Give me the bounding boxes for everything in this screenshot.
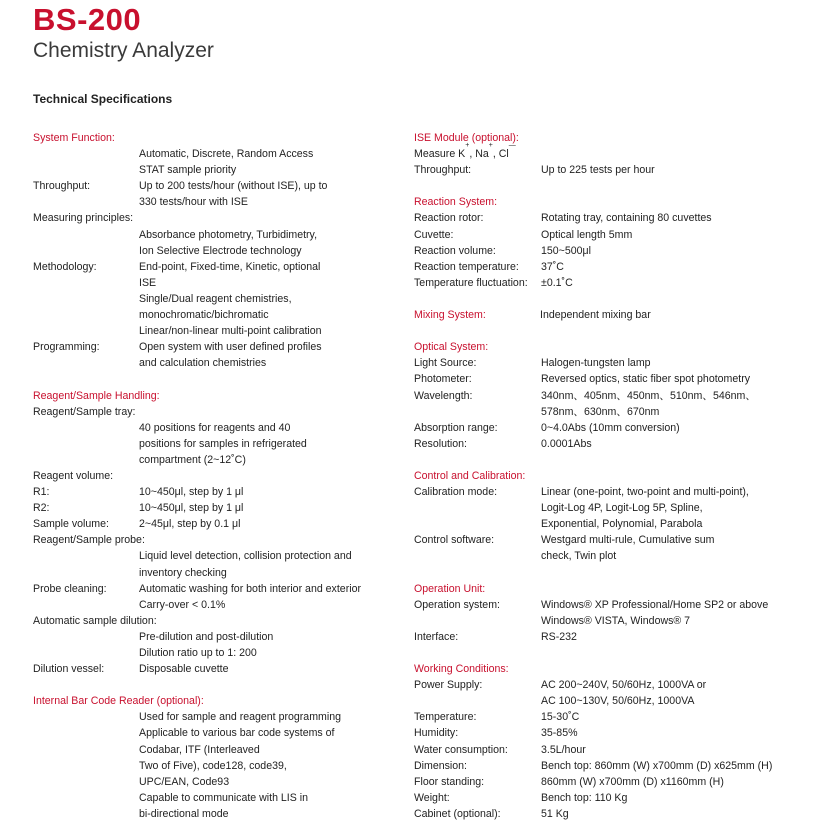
spec-label: Temperature: (414, 711, 477, 724)
section-reagent-handling: Reagent/Sample Handling: (33, 389, 160, 402)
spec-value: Capable to communicate with LIS in (139, 791, 308, 804)
spec-label: Programming: (33, 341, 100, 354)
spec-value: Used for sample and reagent programming (139, 711, 341, 724)
spec-value: 15-30˚C (541, 711, 580, 724)
spec-value: bi-directional mode (139, 807, 229, 820)
spec-label: Wavelength: (414, 389, 473, 402)
spec-value: Disposable cuvette (139, 663, 229, 676)
spec-value: Linear/non-linear multi-point calibration (139, 325, 322, 338)
spec-value: Up to 225 tests per hour (541, 164, 655, 177)
spec-label: Power Supply: (414, 679, 483, 692)
spec-value: 0~4.0Abs (10mm conversion) (541, 421, 680, 434)
spec-label: Reagent/Sample probe: (33, 534, 145, 547)
spec-value: monochromatic/bichromatic (139, 309, 269, 322)
spec-label: Temperature fluctuation: (414, 276, 528, 289)
spec-label: Dilution vessel: (33, 663, 105, 676)
spec-value: Westgard multi-rule, Cumulative sum (541, 534, 715, 547)
spec-label: Reagent/Sample tray: (33, 405, 136, 418)
spec-value: Two of Five), code128, code39, (139, 759, 287, 772)
spec-label: Absorption range: (414, 421, 498, 434)
spec-value: Up to 200 tests/hour (without ISE), up to (139, 180, 328, 193)
spec-label: Water consumption: (414, 743, 508, 756)
spec-label: Resolution: (414, 437, 467, 450)
spec-value: Reversed optics, static fiber spot photometry (541, 373, 751, 386)
spec-value: AC 100~130V, 50/60Hz, 1000VA (541, 695, 695, 708)
left-column (33, 130, 393, 822)
spec-label: Automatic sample dilution: (33, 614, 157, 627)
spec-label: Humidity: (414, 727, 459, 740)
spec-value: 340nm、405nm、450nm、510nm、546nm、 (541, 389, 756, 402)
spec-label: Sample volume: (33, 518, 109, 531)
spec-value: compartment (2~12˚C) (139, 453, 246, 466)
spec-value: 10~450μl, step by 1 μl (139, 502, 244, 515)
spec-value: 3.5L/hour (541, 743, 586, 756)
spec-value: RS-232 (541, 630, 577, 643)
spec-value: ISE (139, 276, 157, 289)
spec-value: 37˚C (541, 260, 564, 273)
spec-value: positions for samples in refrigerated (139, 437, 307, 450)
spec-value: Dilution ratio up to 1: 200 (139, 647, 257, 659)
spec-value: Liquid level detection, collision protection and (139, 550, 352, 563)
spec-label: Throughput: (414, 164, 472, 177)
section-mixing-system: Mixing System: (414, 309, 486, 322)
spec-value: ±0.1˚C (541, 276, 573, 289)
section-working-conditions: Working Conditions: (414, 663, 509, 676)
spec-value: 40 positions for reagents and 40 (139, 421, 291, 434)
section-optical-system: Optical System: (414, 341, 489, 354)
spec-label: Throughput: (33, 180, 91, 193)
section-barcode-reader: Internal Bar Code Reader (optional): (33, 695, 204, 708)
spec-label: Reagent volume: (33, 469, 114, 482)
spec-value: Linear (one-point, two-point and multi-point), (541, 486, 749, 499)
spec-value: Carry-over < 0.1% (139, 598, 226, 611)
section-operation-unit: Operation Unit: (414, 582, 486, 595)
section-ise-module: ISE Module (optional): (414, 132, 519, 144)
spec-value: Independent mixing bar (540, 309, 651, 322)
spec-value: Automatic washing for both interior and exterior (139, 582, 361, 595)
spec-label: Cuvette: (414, 228, 454, 241)
spec-label: Light Source: (414, 357, 477, 370)
spec-value: Halogen-tungsten lamp (541, 357, 651, 370)
spec-value: 0.0001Abs (541, 437, 592, 450)
section-control-calibration: Control and Calibration: (414, 469, 526, 482)
spec-label: Measuring principles: (33, 212, 134, 225)
spec-value: Windows® XP Professional/Home SP2 or above (541, 598, 769, 611)
right-column (414, 130, 814, 822)
spec-value: AC 200~240V, 50/60Hz, 1000VA or (541, 679, 707, 692)
spec-value: STAT sample priority (139, 164, 237, 177)
spec-value: inventory checking (139, 566, 227, 579)
spec-label: Operation system: (414, 598, 500, 611)
spec-value: Logit-Log 4P, Logit-Log 5P, Spline, (541, 502, 703, 515)
spec-label: Reaction rotor: (414, 212, 484, 225)
product-title: BS-200 (33, 2, 142, 37)
spec-value: Applicable to various bar code systems of (139, 727, 335, 740)
spec-value: Bench top: 110 Kg (541, 791, 628, 804)
spec-value: Pre-dilution and post-dilution (139, 630, 274, 643)
ise-measure-line: Measure K + , Na + , Cl — (414, 142, 516, 161)
spec-value: Codabar, ITF (Interleaved (139, 743, 260, 756)
spec-value: Bench top: 860mm (W) x700mm (D) x625mm (H) (541, 759, 773, 772)
spec-value: Windows® VISTA, Windows® 7 (541, 614, 691, 627)
spec-value: Absorbance photometry, Turbidimetry, (139, 228, 318, 241)
spec-value: UPC/EAN, Code93 (139, 775, 230, 788)
spec-value: 10~450μl, step by 1 μl (139, 486, 244, 499)
spec-value: Ion Selective Electrode technology (139, 244, 302, 257)
section-reaction-system: Reaction System: (414, 196, 498, 209)
spec-label: Probe cleaning: (33, 582, 107, 595)
spec-value: 150~500μl (541, 244, 591, 257)
spec-label: R1: (33, 486, 50, 499)
spec-label: Weight: (414, 791, 450, 804)
spec-label: Methodology: (33, 260, 97, 273)
spec-value: 2~45μl, step by 0.1 μl (139, 518, 241, 531)
spec-value: Optical length 5mm (541, 228, 633, 241)
spec-label: Cabinet (optional): (414, 807, 501, 820)
spec-label: Reaction volume: (414, 244, 496, 257)
spec-value: 578nm、630nm、670nm (541, 405, 660, 418)
spec-label: Interface: (414, 630, 459, 643)
spec-value: check, Twin plot (541, 550, 617, 563)
spec-label: Reaction temperature: (414, 260, 519, 273)
spec-heading: Technical Specifications (33, 92, 173, 106)
spec-label: Calibration mode: (414, 486, 498, 499)
spec-value: 35-85% (541, 727, 578, 740)
spec-value: 330 tests/hour with ISE (139, 196, 248, 209)
spec-label: R2: (33, 502, 50, 515)
spec-value: 860mm (W) x700mm (D) x1160mm (H) (541, 775, 724, 788)
spec-label: Dimension: (414, 759, 467, 772)
spec-label: Floor standing: (414, 775, 485, 788)
spec-value: 51 Kg (541, 807, 569, 820)
spec-value: and calculation chemistries (139, 357, 267, 370)
product-subtitle: Chemistry Analyzer (33, 39, 214, 62)
spec-value: Rotating tray, containing 80 cuvettes (541, 212, 712, 225)
spec-label: Photometer: (414, 373, 472, 386)
spec-value: Automatic, Discrete, Random Access (139, 148, 314, 161)
spec-value: End-point, Fixed-time, Kinetic, optional (139, 260, 321, 273)
section-system-function: System Function: (33, 132, 115, 144)
spec-value: Exponential, Polynomial, Parabola (541, 518, 703, 531)
spec-value: Open system with user defined profiles (139, 341, 322, 354)
spec-value: Single/Dual reagent chemistries, (139, 292, 292, 305)
spec-label: Control software: (414, 534, 495, 547)
